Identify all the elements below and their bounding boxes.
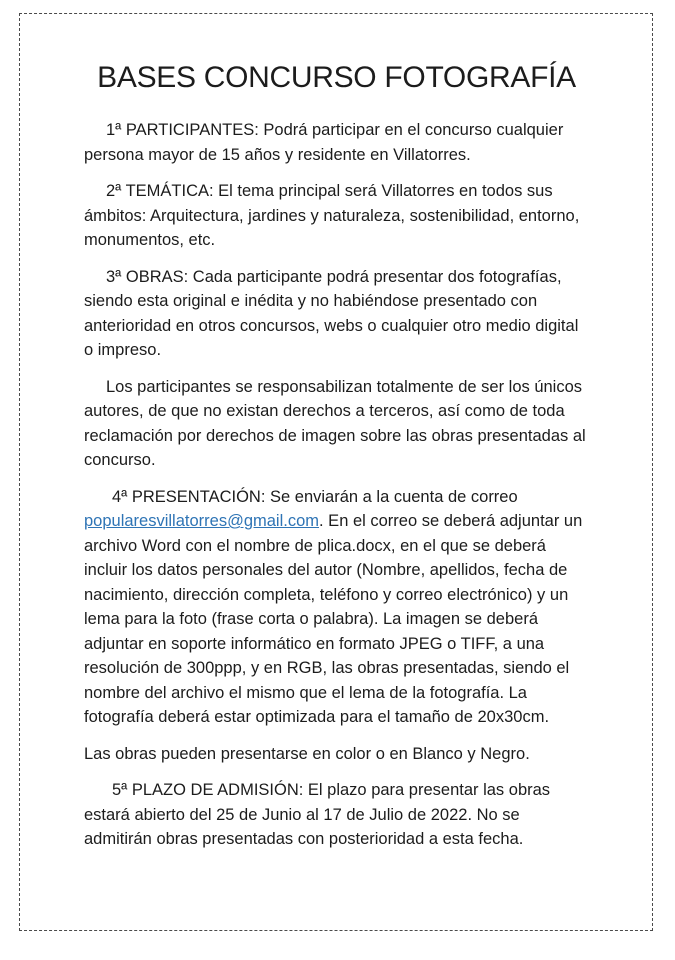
paragraph-obras: 3ª OBRAS: Cada participante podrá presentar dos fotografías, siendo esta original e inédita y no habiéndose presentado con anterioridad en otros concursos, webs o cualquier otro medio digital o impreso. bbox=[84, 267, 579, 359]
dashed-cut-border bbox=[19, 13, 653, 931]
paragraph-plazo: 5ª PLAZO DE ADMISIÓN: El plazo para presentar las obras estará abierto del 25 de Junio al 17 de Julio de 2022. No se admitirán obras presentadas con posterioridad a esta fecha. bbox=[84, 781, 551, 848]
presentacion-text-before-link: 4ª PRESENTACIÓN: Se enviarán a la cuenta de correo bbox=[112, 487, 518, 506]
paragraph-presentacion bbox=[84, 485, 589, 730]
document-title: BASES CONCURSO FOTOGRAFÍA bbox=[97, 61, 576, 94]
paragraph-participantes: 1ª PARTICIPANTES: Podrá participar en el concurso cualquier persona mayor de 15 años y residente en Villatorres. bbox=[84, 121, 564, 164]
email-link[interactable]: popularesvillatorres@gmail.com bbox=[84, 512, 320, 530]
presentacion-text-after-link: . En el correo se deberá adjuntar un archivo Word con el nombre de plica.docx, en el que se deberá incluir los datos personales del autor (Nombre, apellidos, fecha de nacimiento, dirección completa, teléfono y correo electrónico) y un lema para la foto (frase corta o palabra). La imagen se deberá adjuntar en soporte informático en formato JPEG o TIFF, a una resolución de 300ppp, y en RGB, las obras presentadas, siendo el nombre del archivo el mismo que el lema de la fotografía. La fotografía deberá estar optimizada para el tamaño de 20x30cm. bbox=[84, 512, 583, 726]
paragraph-color-blanco-negro: Las obras pueden presentarse en color o en Blanco y Negro. bbox=[84, 744, 530, 763]
paragraph-responsabilidad: Los participantes se responsabilizan totalmente de ser los únicos autores, de que no existan derechos a terceros, así como de toda reclamación por derechos de imagen sobre las obras presentadas al concurso. bbox=[84, 377, 586, 469]
paragraph-tematica: 2ª TEMÁTICA: El tema principal será Villatorres en todos sus ámbitos: Arquitectura, jardines y naturaleza, sostenibilidad, entorno, monumentos, etc. bbox=[84, 182, 580, 249]
